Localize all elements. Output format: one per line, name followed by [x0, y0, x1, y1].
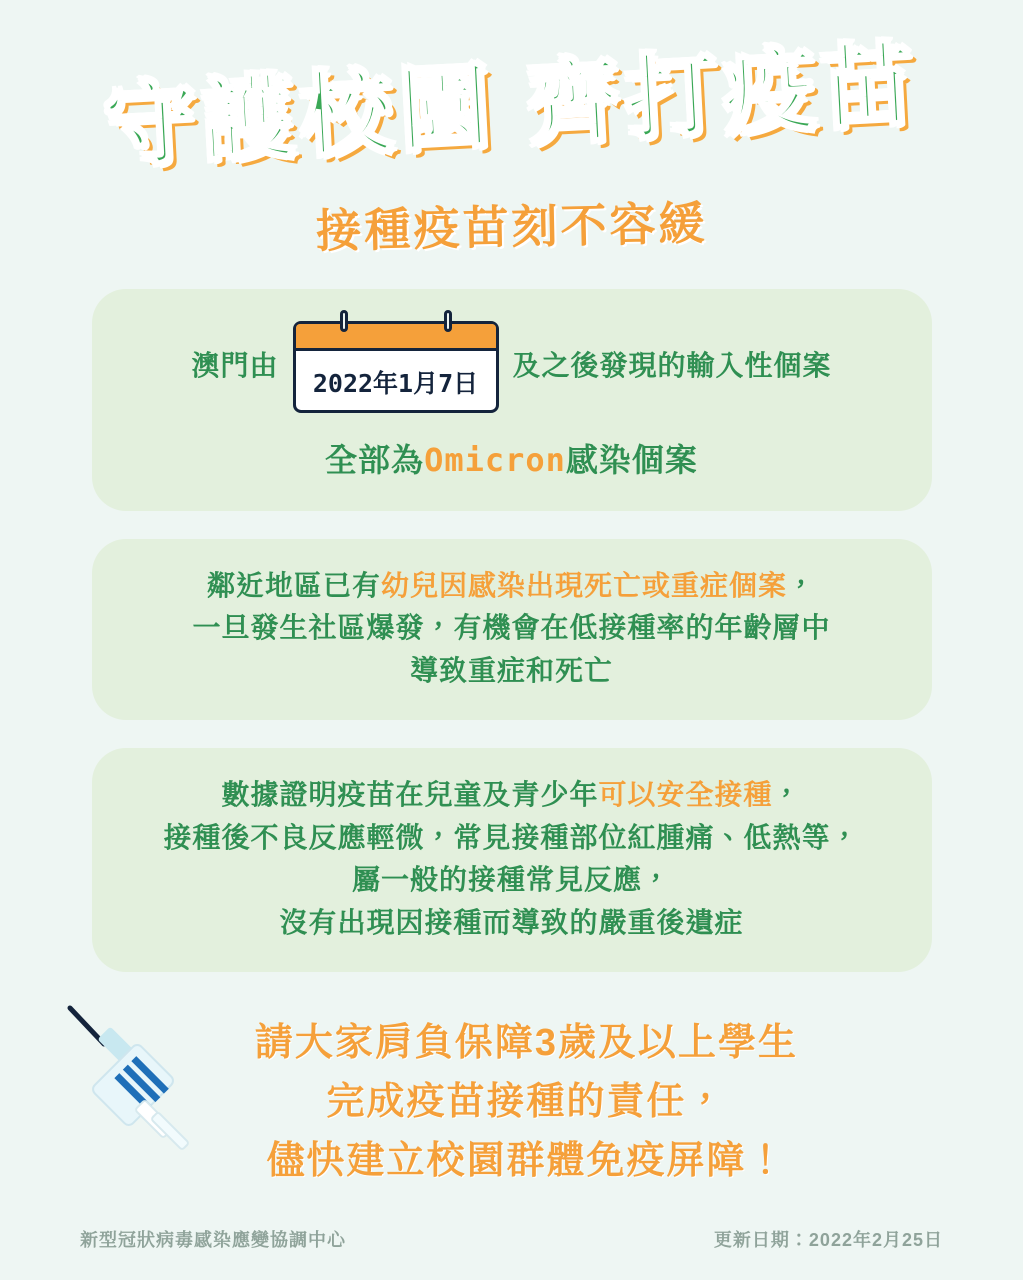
cta-line1: 請大家肩負保障3歲及以上學生	[254, 1022, 799, 1065]
calendar-row	[122, 315, 902, 413]
panel3-line3: 屬一般的接種常見反應，	[351, 864, 671, 896]
panel1-line2	[122, 435, 902, 481]
panel3-line2: 接種後不良反應輕微，常見接種部位紅腫痛、低熱等，	[163, 821, 860, 853]
page-subtitle: 接種疫苗刻不容緩	[315, 196, 709, 257]
panel3-line1-pre: 數據證明疫苗在兒童及青少年	[221, 779, 599, 811]
panel2-line1	[122, 565, 902, 608]
panel2-line1-post: ，	[787, 569, 817, 601]
title-section	[0, 0, 1023, 179]
cta-line3: 儘快建立校園群體免疫屏障！	[266, 1140, 787, 1183]
panel1-line2-post: 感染個案	[565, 441, 698, 478]
panel3-line1-highlight: 可以安全接種	[598, 779, 773, 811]
panel3-line1-post: ，	[772, 779, 802, 811]
footer-organization: 新型冠狀病毒感染應變協調中心	[80, 1230, 346, 1250]
panel3-line4: 沒有出現因接種而導致的嚴重後遺症	[279, 906, 744, 938]
panel2-line2: 一旦發生社區爆發，有機會在低接種率的年齡層中	[192, 612, 831, 644]
calendar-ring-right-icon	[444, 310, 452, 332]
panel2-line3: 導致重症和死亡	[409, 654, 613, 686]
panel-severe-cases	[92, 539, 932, 721]
calendar-icon	[293, 321, 499, 413]
panel1-prefix-text: 澳門由	[191, 349, 279, 381]
panel2-line1-highlight: 幼兒因感染出現死亡或重症個案	[380, 569, 787, 601]
panel3-line1	[122, 774, 902, 817]
panel1-suffix-text: 及之後發現的輸入性個案	[512, 349, 832, 381]
calendar-header-bar	[296, 324, 496, 351]
panel1-line2-highlight: Omicron	[424, 440, 566, 479]
page-title: 守護校園 齊打疫苗	[101, 33, 922, 179]
cta-line2: 完成疫苗接種的責任，	[326, 1081, 727, 1124]
syringe-icon	[62, 1000, 192, 1160]
calendar-date-text: 2022年1月7日	[312, 368, 479, 398]
panel-vaccine-safety	[92, 748, 932, 972]
panel1-line2-pre: 全部為	[325, 441, 425, 478]
panel-omicron-cases	[92, 289, 932, 511]
calendar-ring-left-icon	[340, 310, 348, 332]
footer	[0, 1226, 1023, 1252]
panel2-line1-pre: 鄰近地區已有	[206, 569, 381, 601]
footer-updated-date: 更新日期：2022年2月25日	[713, 1230, 943, 1250]
